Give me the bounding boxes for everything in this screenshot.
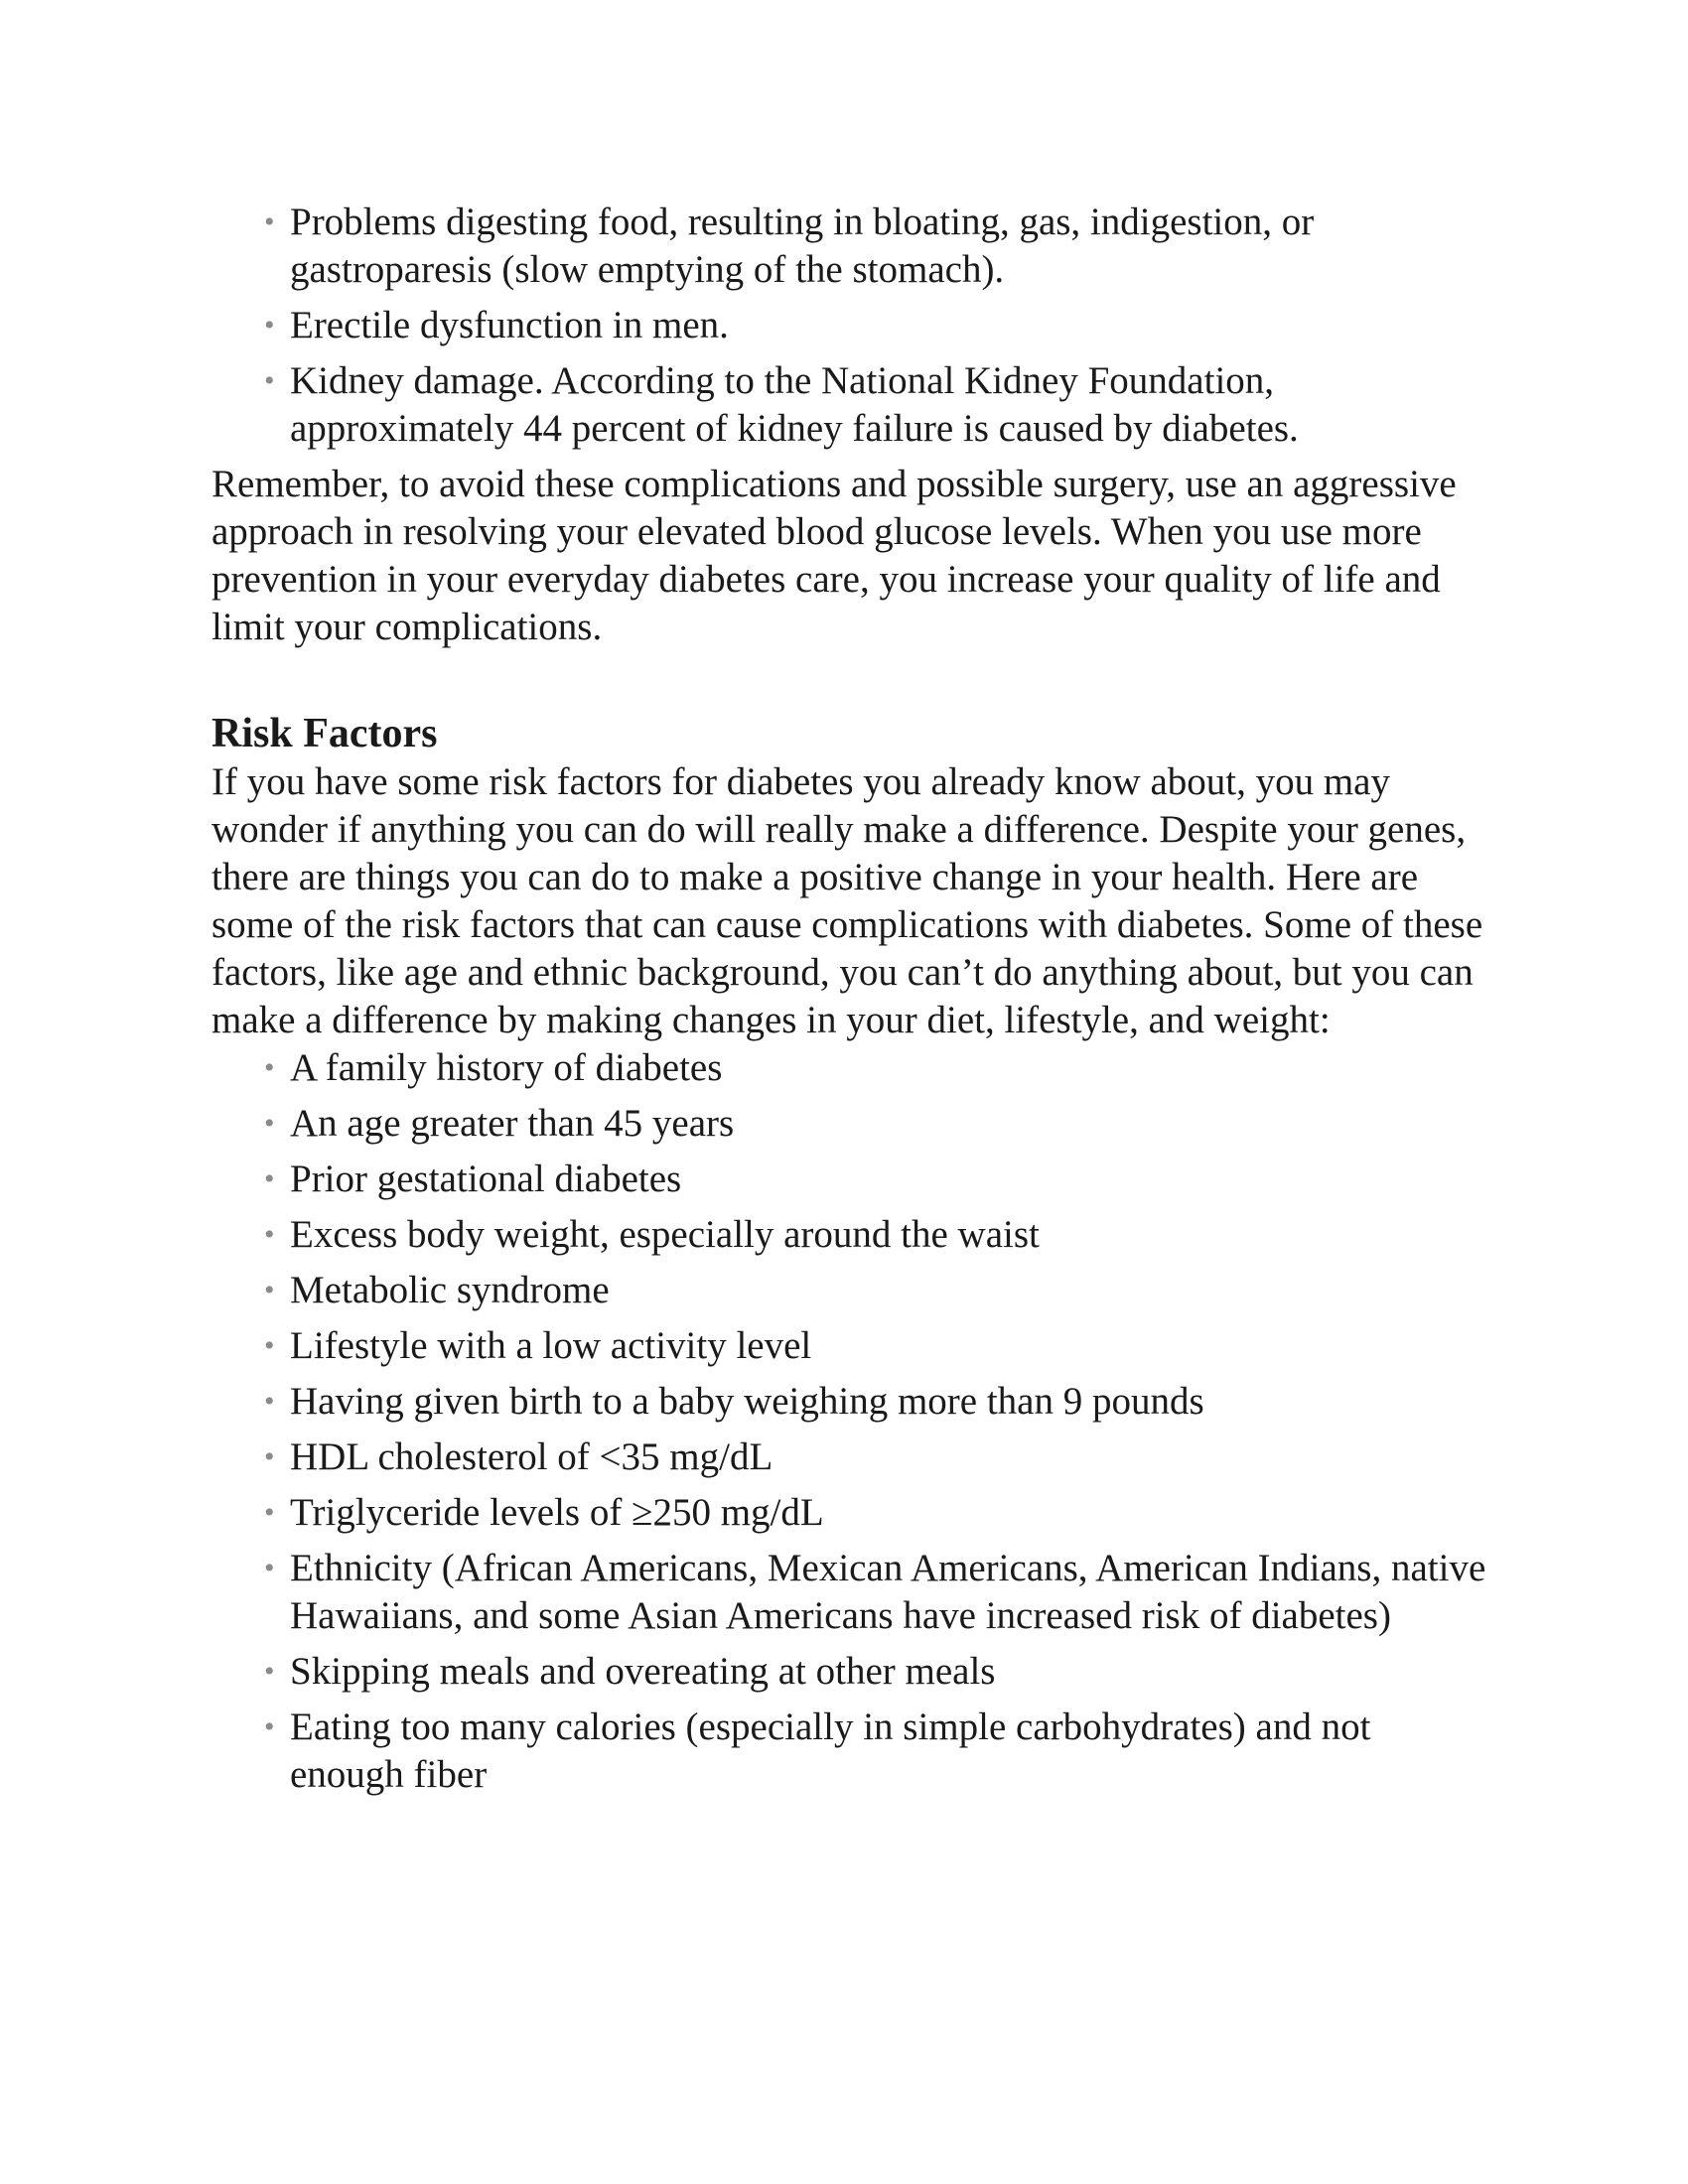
bullet-icon: • [264,1218,275,1251]
list-item [264,1704,1492,1799]
bullet-icon: • [264,1274,275,1306]
list-item-text: Prior gestational diabetes [290,1158,682,1200]
list-item-text: Excess body weight, especially around the waist [290,1213,1040,1256]
list-item [264,1156,1492,1203]
bullet-icon: • [264,1162,275,1195]
list-item [264,1545,1492,1640]
list-item-text: Lifestyle with a low activity level [290,1324,812,1367]
paragraph-remember: Remember, to avoid these complications and possible surgery, use an aggressive approach in resolving your elevated blood glucose levels. When you use more prevention in your everyday diabetes care, you increase your quality of life and limit your complications. [211,463,1457,648]
list-item-text: Skipping meals and overeating at other meals [290,1650,996,1693]
list-item-text: Eating too many calories (especially in simple carbohydrates) and not enough fiber [290,1706,1371,1796]
bullet-icon: • [264,1655,275,1688]
risk-factors-list [211,1044,1492,1799]
list-item [264,1044,1492,1092]
bullet-icon: • [264,1552,275,1584]
list-item [264,1433,1492,1481]
list-item-text: An age greater than 45 years [290,1102,735,1145]
bullet-icon: • [264,1496,275,1529]
list-item-text: Metabolic syndrome [290,1269,610,1311]
bullet-icon: • [264,1440,275,1473]
list-item [264,1100,1492,1148]
section-heading: Risk Factors [211,711,438,756]
list-item [264,1211,1492,1259]
bullet-icon: • [264,1051,275,1084]
list-item [264,1267,1492,1314]
list-item-text: Having given birth to a baby weighing more than 9 pounds [290,1380,1204,1423]
list-item [264,1322,1492,1370]
bullet-icon: • [264,1385,275,1418]
list-item-text: HDL cholesterol of <35 mg/dL [290,1435,774,1478]
list-item-text: Triglyceride levels of ≥250 mg/dL [290,1491,824,1534]
paragraph-risk-intro: If you have some risk factors for diabetes you already know about, you may wonder if anything you can do will really make a difference. Despite your genes, there are things you can do to make a positive change in your health. Here are some of the risk factors that can cause complications with diabetes. Some of these factors, like age and ethnic background, you can’t do anything about, but you can make a difference by making changes in your diet, lifestyle, and weight: [211,760,1483,1041]
bullet-icon: • [264,205,275,238]
list-item-text: A family history of diabetes [290,1046,723,1089]
bullet-icon: • [264,364,275,397]
list-item-text: Problems digesting food, resulting in bloating, gas, indigestion, or gastroparesis (slow emptying of the stomach). [290,201,1315,291]
list-item [264,1378,1492,1426]
bullet-icon: • [264,309,275,341]
list-item [264,1489,1492,1537]
list-item-text: Ethnicity (African Americans, Mexican Americans, American Indians, native Hawaiians, and some Asian Americans have increased risk of diabetes) [290,1547,1486,1637]
bullet-icon: • [264,1329,275,1362]
complications-list [211,199,1492,453]
list-item [264,357,1492,453]
list-item-text: Erectile dysfunction in men. [290,304,729,346]
list-item-text: Kidney damage. According to the National Kidney Foundation, approximately 44 percent of kidney failure is caused by diabetes. [290,359,1299,450]
bullet-icon: • [264,1710,275,1743]
bullet-icon: • [264,1107,275,1140]
list-item [264,199,1492,294]
page-content [211,199,1492,1807]
list-item [264,1648,1492,1696]
list-item [264,302,1492,349]
